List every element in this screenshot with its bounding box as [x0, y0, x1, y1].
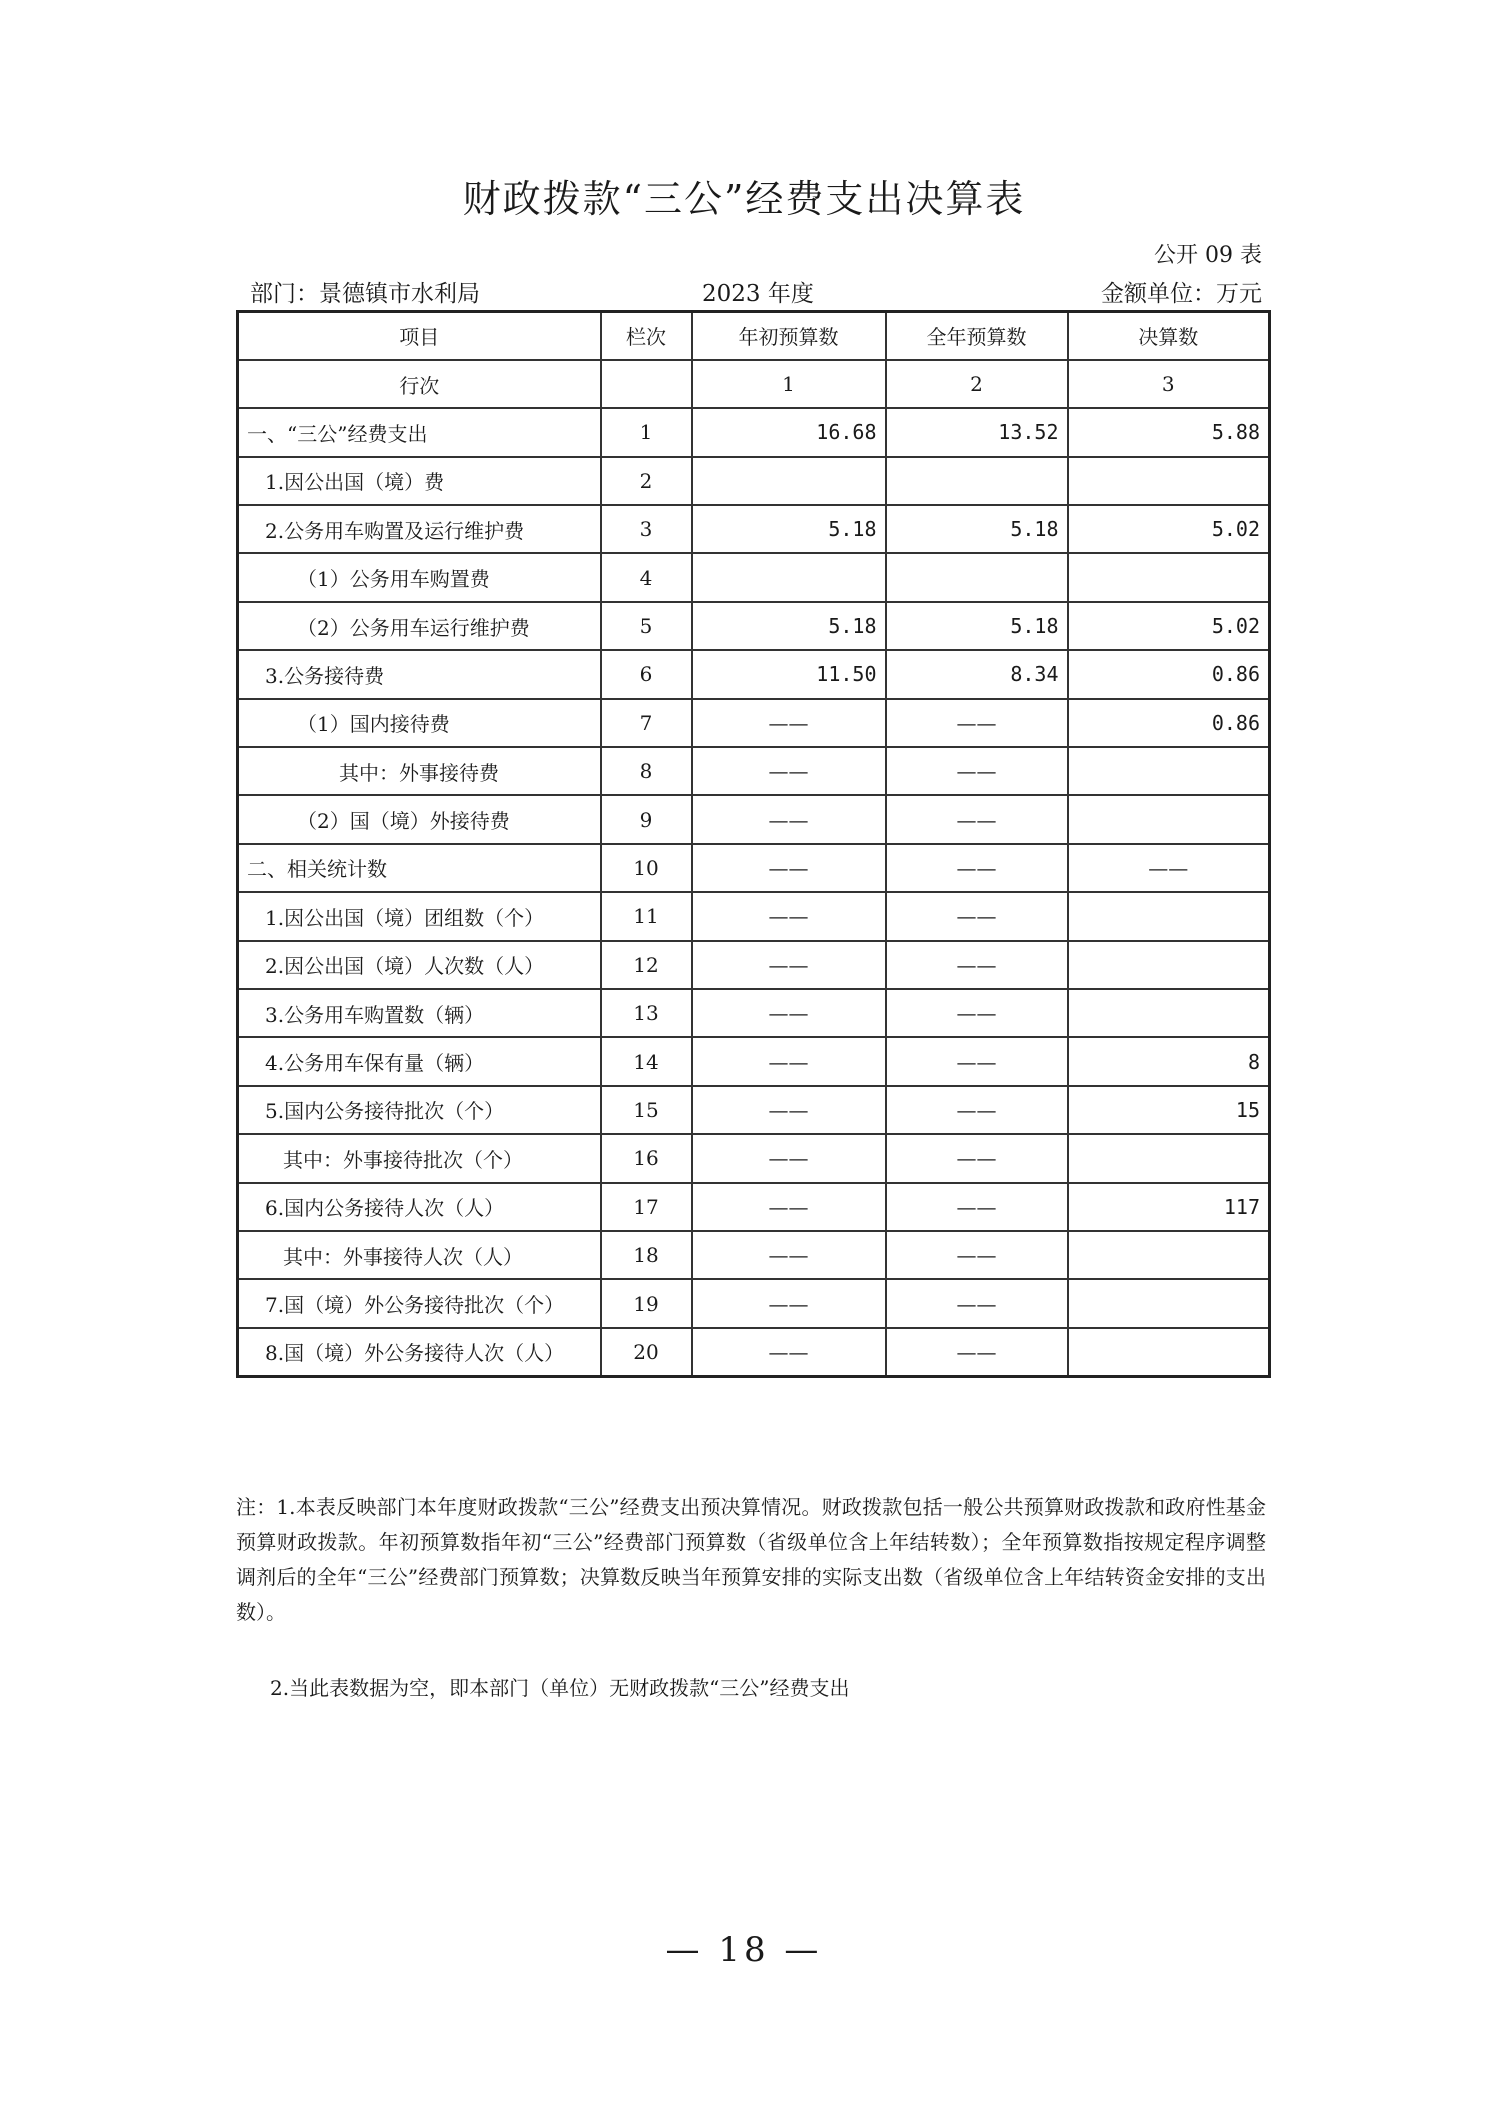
row-final-accounts [1068, 1134, 1270, 1182]
row-annual-budget: —— [886, 699, 1068, 747]
row-final-accounts: 8 [1068, 1037, 1270, 1085]
header-column-no: 栏次 [601, 312, 692, 360]
row-annual-budget: —— [886, 1183, 1068, 1231]
row-final-accounts [1068, 1328, 1270, 1376]
table-note-1: 注：1.本表反映部门本年度财政拨款“三公”经费支出预决算情况。财政拨款包括一般公共预算财政拨款和政府性基金预算财政拨款。年初预算数指年初“三公”经费部门预算数（省级单位含上年结转数）；全年预算数指按规定程序调整调剂后的全年“三公”经费部门预算数；决算数反映当年预算安排的实际支出数（省级单位含上年结转资金安排的支出数）。 [236, 1495, 1266, 1624]
row-item-label: 一、“三公”经费支出 [238, 408, 601, 456]
row-final-accounts: 117 [1068, 1183, 1270, 1231]
row-column-no: 1 [601, 408, 692, 456]
row-final-accounts [1068, 1279, 1270, 1327]
table-header-row [238, 312, 1270, 360]
row-initial-budget: —— [692, 892, 886, 940]
row-column-no: 9 [601, 795, 692, 843]
row-item-label: （2）公务用车运行维护费 [238, 602, 601, 650]
row-column-no: 20 [601, 1328, 692, 1376]
row-item-label: 6.国内公务接待人次（人） [238, 1183, 601, 1231]
row-column-no: 7 [601, 699, 692, 747]
row-column-no: 6 [601, 650, 692, 698]
row-item-label: 1.因公出国（境）团组数（个） [238, 892, 601, 940]
row-annual-budget: —— [886, 844, 1068, 892]
table-row [238, 795, 1270, 843]
table-row [238, 408, 1270, 456]
amount-unit: 金额单位：万元 [1101, 281, 1262, 307]
table-row [238, 844, 1270, 892]
row-column-no: 18 [601, 1231, 692, 1279]
row-initial-budget: 5.18 [692, 602, 886, 650]
row-initial-budget: —— [692, 1279, 886, 1327]
row-column-no: 5 [601, 602, 692, 650]
expenditure-table [236, 310, 1271, 1378]
row-column-no: 2 [601, 457, 692, 505]
row-final-accounts: 5.02 [1068, 505, 1270, 553]
row-initial-budget: —— [692, 1183, 886, 1231]
row-item-label: （1）公务用车购置费 [238, 553, 601, 601]
row-annual-budget: 13.52 [886, 408, 1068, 456]
header-item: 项目 [238, 312, 601, 360]
table-row [238, 602, 1270, 650]
row-item-label: 8.国（境）外公务接待人次（人） [238, 1328, 601, 1376]
row-item-label: （2）国（境）外接待费 [238, 795, 601, 843]
row-annual-budget [886, 553, 1068, 601]
row-initial-budget: —— [692, 844, 886, 892]
row-annual-budget: —— [886, 1231, 1068, 1279]
row-column-no: 13 [601, 989, 692, 1037]
row-initial-budget: —— [692, 1037, 886, 1085]
table-row [238, 457, 1270, 505]
row-final-accounts [1068, 795, 1270, 843]
row-final-accounts: 0.86 [1068, 650, 1270, 698]
row-column-no: 19 [601, 1279, 692, 1327]
row-column-no: 3 [601, 505, 692, 553]
row-annual-budget: —— [886, 892, 1068, 940]
table-row [238, 553, 1270, 601]
table-row [238, 650, 1270, 698]
row-initial-budget [692, 553, 886, 601]
index-blank [601, 360, 692, 408]
table-row [238, 941, 1270, 989]
row-item-label: 二、相关统计数 [238, 844, 601, 892]
table-row [238, 1037, 1270, 1085]
row-annual-budget [886, 457, 1068, 505]
row-column-no: 4 [601, 553, 692, 601]
row-item-label: 3.公务接待费 [238, 650, 601, 698]
row-item-label: 1.因公出国（境）费 [238, 457, 601, 505]
row-column-no: 8 [601, 747, 692, 795]
row-final-accounts [1068, 553, 1270, 601]
row-item-label: 其中：外事接待人次（人） [238, 1231, 601, 1279]
row-annual-budget: —— [886, 941, 1068, 989]
table-row [238, 1328, 1270, 1376]
row-initial-budget: —— [692, 747, 886, 795]
table-row [238, 505, 1270, 553]
row-item-label: 其中：外事接待费 [238, 747, 601, 795]
table-row [238, 892, 1270, 940]
table-row [238, 1134, 1270, 1182]
index-col-2: 2 [886, 360, 1068, 408]
row-item-label: （1）国内接待费 [238, 699, 601, 747]
row-final-accounts: 5.02 [1068, 602, 1270, 650]
row-item-label: 2.因公出国（境）人次数（人） [238, 941, 601, 989]
index-label: 行次 [238, 360, 601, 408]
row-final-accounts [1068, 941, 1270, 989]
row-initial-budget: —— [692, 699, 886, 747]
row-annual-budget: —— [886, 989, 1068, 1037]
row-initial-budget: —— [692, 989, 886, 1037]
table-note-2: 2.当此表数据为空，即本部门（单位）无财政拨款“三公”经费支出 [270, 1676, 850, 1700]
index-col-1: 1 [692, 360, 886, 408]
fiscal-year: 2023 年度 [702, 281, 814, 307]
row-item-label: 4.公务用车保有量（辆） [238, 1037, 601, 1085]
row-final-accounts [1068, 892, 1270, 940]
row-initial-budget: —— [692, 795, 886, 843]
row-annual-budget: 5.18 [886, 602, 1068, 650]
row-final-accounts: 0.86 [1068, 699, 1270, 747]
row-final-accounts [1068, 989, 1270, 1037]
page-title: 财政拨款“三公”经费支出决算表 [462, 177, 1026, 221]
row-column-no: 17 [601, 1183, 692, 1231]
row-annual-budget: —— [886, 795, 1068, 843]
row-initial-budget: —— [692, 1134, 886, 1182]
row-final-accounts [1068, 1231, 1270, 1279]
header-annual-budget: 全年预算数 [886, 312, 1068, 360]
table-row [238, 1183, 1270, 1231]
row-final-accounts: —— [1068, 844, 1270, 892]
row-final-accounts: 5.88 [1068, 408, 1270, 456]
table-row [238, 989, 1270, 1037]
row-final-accounts [1068, 457, 1270, 505]
row-initial-budget: —— [692, 941, 886, 989]
row-final-accounts [1068, 747, 1270, 795]
row-annual-budget: —— [886, 747, 1068, 795]
row-annual-budget: —— [886, 1328, 1068, 1376]
row-item-label: 5.国内公务接待批次（个） [238, 1086, 601, 1134]
table-row [238, 1086, 1270, 1134]
row-initial-budget: —— [692, 1231, 886, 1279]
row-item-label: 2.公务用车购置及运行维护费 [238, 505, 601, 553]
row-item-label: 3.公务用车购置数（辆） [238, 989, 601, 1037]
row-column-no: 14 [601, 1037, 692, 1085]
row-column-no: 10 [601, 844, 692, 892]
table-row [238, 1231, 1270, 1279]
row-final-accounts: 15 [1068, 1086, 1270, 1134]
row-annual-budget: 5.18 [886, 505, 1068, 553]
table-index-row [238, 360, 1270, 408]
table-row [238, 699, 1270, 747]
page-number: — 18 — [665, 1930, 823, 1970]
row-initial-budget [692, 457, 886, 505]
header-initial-budget: 年初预算数 [692, 312, 886, 360]
row-column-no: 12 [601, 941, 692, 989]
department-label: 部门：景德镇市水利局 [250, 281, 480, 307]
row-initial-budget: 5.18 [692, 505, 886, 553]
row-initial-budget: —— [692, 1086, 886, 1134]
row-annual-budget: —— [886, 1134, 1068, 1182]
row-annual-budget: —— [886, 1086, 1068, 1134]
row-initial-budget: 11.50 [692, 650, 886, 698]
row-annual-budget: 8.34 [886, 650, 1068, 698]
row-item-label: 7.国（境）外公务接待批次（个） [238, 1279, 601, 1327]
index-col-3: 3 [1068, 360, 1270, 408]
table-row [238, 747, 1270, 795]
table-row [238, 1279, 1270, 1327]
row-column-no: 15 [601, 1086, 692, 1134]
row-initial-budget: 16.68 [692, 408, 886, 456]
row-column-no: 11 [601, 892, 692, 940]
row-item-label: 其中：外事接待批次（个） [238, 1134, 601, 1182]
row-annual-budget: —— [886, 1279, 1068, 1327]
header-final-accounts: 决算数 [1068, 312, 1270, 360]
row-annual-budget: —— [886, 1037, 1068, 1085]
form-code: 公开 09 表 [1154, 243, 1262, 268]
row-column-no: 16 [601, 1134, 692, 1182]
row-initial-budget: —— [692, 1328, 886, 1376]
